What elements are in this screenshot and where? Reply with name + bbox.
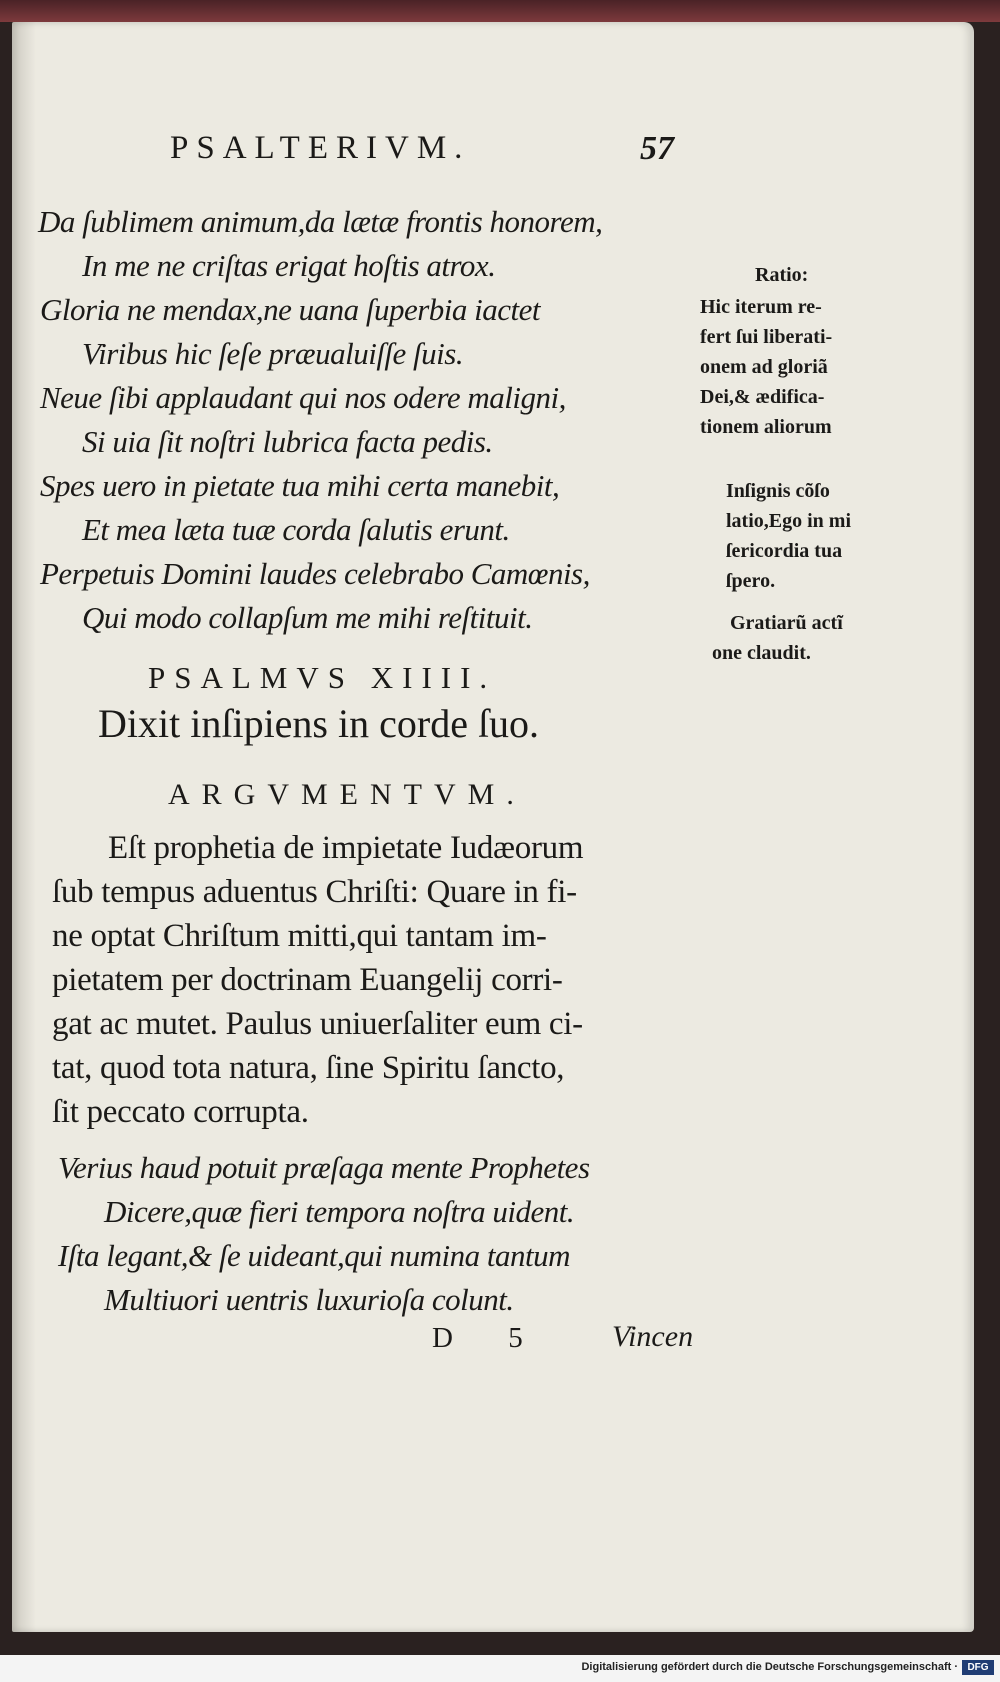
signature-mark: D 5 xyxy=(432,1322,547,1354)
digitization-credit: Digitalisierung gefördert durch die Deutsche Forschungsgemeinschaft · xyxy=(581,1661,958,1673)
prose-line: tat, quod tota natura, ſine Spiritu ſancto, xyxy=(52,1050,565,1086)
catchword: Vincen xyxy=(612,1320,694,1353)
psalm-title: PSALMVS XIIII. xyxy=(148,660,497,695)
verse-line: Verius haud potuit præſaga mente Prophetes xyxy=(58,1150,590,1185)
gutter-shadow xyxy=(12,22,36,1632)
verse-line: Qui modo collapſum me mihi reſtituit. xyxy=(82,600,533,635)
verse-line: In me ne criſtas erigat hoſtis atrox. xyxy=(82,248,496,283)
page-number: 57 xyxy=(640,130,674,167)
verse-line: Spes uero in pietate tua mihi certa manebit, xyxy=(40,468,560,503)
verse-line: Iſta legant,& ſe uideant,qui numina tantum xyxy=(58,1238,570,1273)
verse-line: Perpetuis Domini laudes celebrabo Camœnis, xyxy=(40,556,590,591)
prose-line: ſit peccato corrupta. xyxy=(52,1094,309,1130)
psalm-incipit: Dixit inſipiens in corde ſuo. xyxy=(98,701,540,746)
argument-heading: ARGVMENTVM. xyxy=(168,778,526,811)
verse-line: Neue ſibi applaudant qui nos odere maligni, xyxy=(40,380,566,415)
dfg-logo-icon: DFG xyxy=(962,1660,994,1675)
verse-line: Gloria ne mendax,ne uana ſuperbia iactet xyxy=(40,292,541,327)
book-top-edge xyxy=(0,0,1000,22)
prose-line: ſub tempus aduentus Chriſti: Quare in fi- xyxy=(52,874,577,910)
running-head: PSALTERIVM. xyxy=(170,130,471,166)
margin-note: Hic iterum re- fert ſui liberati- onem ad gloriã Dei,& ædifica- tionem aliorum xyxy=(700,296,833,438)
verse-line: Si uia ſit noſtri lubrica facta pedis. xyxy=(82,424,493,459)
verse-line: Viribus hic ſeſe præualuiſſe ſuis. xyxy=(82,336,464,371)
prose-line: gat ac mutet. Paulus uniuerſaliter eum ci- xyxy=(52,1006,583,1042)
margin-note: Inſignis cõſo latio,Ego in mi ſericordia tua ſpero. xyxy=(726,480,852,592)
margin-note: Gratiarũ actĩ one claudit. xyxy=(712,612,843,664)
verse-line: Dicere,quæ fieri tempora noſtra uident. xyxy=(104,1194,575,1229)
prose-line: pietatem per doctrinam Euangelij corri- xyxy=(52,962,563,998)
verse-line: Da ſublimem animum,da lætæ frontis honorem, xyxy=(38,204,603,239)
prose-line: Eſt prophetia de impietate Iudæorum xyxy=(108,830,584,866)
verse-line: Multiuori uentris luxurioſa colunt. xyxy=(104,1282,514,1317)
prose-line: ne optat Chriſtum mitti,qui tantam im- xyxy=(52,918,547,954)
margin-note: Ratio: xyxy=(755,264,809,286)
verse-line: Et mea læta tuæ corda ſalutis erunt. xyxy=(82,512,510,547)
